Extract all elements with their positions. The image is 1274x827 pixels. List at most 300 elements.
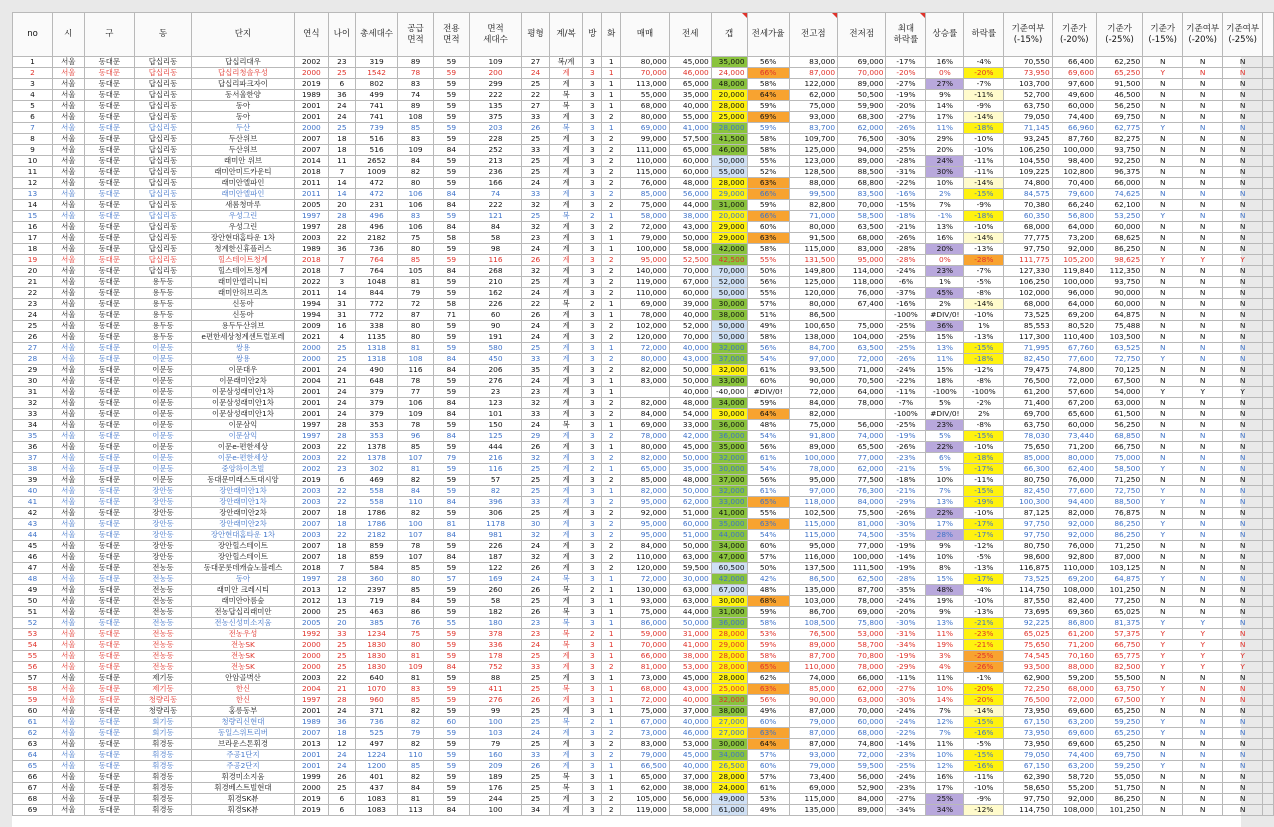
table-cell[interactable]: 68,000 [838,728,886,739]
table-cell[interactable]: 동대문 [84,310,135,321]
table-cell[interactable]: 3 [583,277,602,288]
table-cell[interactable]: 15 [13,211,53,222]
table-cell[interactable]: -22% [886,376,926,387]
table-cell[interactable]: 서울 [52,156,84,167]
table-cell[interactable]: N [1143,233,1183,244]
table-cell[interactable]: 2018 [295,255,329,266]
table-cell[interactable]: 서울 [52,530,84,541]
table-cell[interactable]: 444 [469,442,522,453]
table-cell[interactable]: 두산 [191,123,294,134]
table-cell[interactable]: 서울 [52,376,84,387]
table-cell[interactable]: 56,000 [669,794,711,805]
table-cell[interactable]: Y [1143,662,1183,673]
table-cell[interactable]: 3 [583,354,602,365]
table-cell[interactable]: Y [1143,761,1183,772]
table-cell[interactable]: 청량리동 [135,706,192,717]
table-cell[interactable]: 114,000 [838,266,886,277]
table-cell[interactable]: -19% [886,541,926,552]
table-cell[interactable]: Y [1143,695,1183,706]
table-cell[interactable]: N [1223,145,1263,156]
table-cell[interactable]: 89,000 [838,156,886,167]
table-cell[interactable]: 59,200 [1052,673,1096,684]
table-cell[interactable]: 이문동 [135,376,192,387]
table-cell[interactable]: 59% [747,200,789,211]
table-cell[interactable]: -14% [964,233,1004,244]
table-cell[interactable]: 62,000 [669,497,711,508]
table-cell[interactable]: 260 [469,585,522,596]
table-cell[interactable]: 741 [356,112,398,123]
table-cell[interactable]: 48,000 [669,398,711,409]
table-cell[interactable]: -100% [886,409,926,420]
table-cell[interactable]: 동대문 [84,387,135,398]
table-cell[interactable]: 108 [398,354,434,365]
table-cell[interactable]: N [1183,772,1223,783]
table-cell[interactable]: N [1223,288,1263,299]
table-cell[interactable]: 장안힐스테이트 [191,541,294,552]
table-cell[interactable]: 62,100 [1096,200,1142,211]
column-header[interactable]: 갭 [711,13,747,57]
table-cell[interactable]: 138,000 [789,332,837,343]
table-cell[interactable]: 71,200 [1052,640,1096,651]
table-cell[interactable]: 계 [549,68,583,79]
table-cell[interactable]: -18% [886,475,926,486]
table-cell[interactable]: 중앙하이츠빌 [191,464,294,475]
table-cell[interactable]: 32,000 [711,453,747,464]
table-cell[interactable]: 43,000 [669,354,711,365]
table-cell[interactable]: 27 [522,101,549,112]
table-cell[interactable]: 385 [356,618,398,629]
table-cell[interactable]: N [1223,453,1263,464]
table-cell[interactable]: 54% [747,530,789,541]
table-cell[interactable]: 463 [356,607,398,618]
table-cell[interactable]: 25 [328,783,355,794]
table-cell[interactable]: N [1223,354,1263,365]
table-cell[interactable]: 3 [583,134,602,145]
table-cell[interactable]: 25 [13,321,53,332]
table-cell[interactable]: 동대문 [84,156,135,167]
table-cell[interactable]: 53,000 [669,662,711,673]
table-cell[interactable]: 104,550 [1004,156,1052,167]
table-cell[interactable]: 33 [522,409,549,420]
table-cell[interactable]: 23 [522,233,549,244]
table-cell[interactable]: 67,000 [669,277,711,288]
table-cell[interactable]: 휘경동 [135,750,192,761]
table-cell[interactable]: 29 [522,431,549,442]
table-cell[interactable]: -2% [964,398,1004,409]
column-header[interactable]: 총세대수 [356,13,398,57]
table-cell[interactable]: 용두동 [135,332,192,343]
table-cell[interactable]: 32,000 [711,695,747,706]
table-cell[interactable]: 1989 [295,717,329,728]
table-cell[interactable]: 48,000 [669,475,711,486]
table-cell[interactable]: 2 [602,563,621,574]
table-cell[interactable]: Y [1183,629,1223,640]
table-cell[interactable]: N [1143,288,1183,299]
column-header[interactable]: 하락률 [964,13,1004,57]
table-cell[interactable]: 69,600 [1052,706,1096,717]
table-cell[interactable]: 66,750 [1096,442,1142,453]
table-cell[interactable] [1263,299,1274,310]
table-cell[interactable]: 1 [602,640,621,651]
table-cell[interactable]: 469 [356,475,398,486]
table-cell[interactable] [1263,585,1274,596]
table-cell[interactable]: 24 [522,321,549,332]
table-cell[interactable]: 87,000 [1096,552,1142,563]
table-cell[interactable]: 74,000 [838,431,886,442]
table-cell[interactable]: 40,000 [669,717,711,728]
table-cell[interactable]: 59 [433,563,469,574]
table-cell[interactable]: 59% [747,607,789,618]
table-cell[interactable]: 77,250 [1096,596,1142,607]
table-cell[interactable]: 계 [549,156,583,167]
table-cell[interactable]: 답십리동 [135,145,192,156]
table-cell[interactable]: 32 [522,398,549,409]
table-cell[interactable]: 계 [549,387,583,398]
table-cell[interactable]: 3 [583,519,602,530]
table-cell[interactable]: 휘경동 [135,739,192,750]
table-cell[interactable]: 59 [433,607,469,618]
table-cell[interactable]: 35,000 [669,90,711,101]
table-cell[interactable]: Y [1183,640,1223,651]
table-cell[interactable]: 2011 [295,189,329,200]
table-cell[interactable]: 77,000 [838,453,886,464]
table-cell[interactable]: N [1183,585,1223,596]
table-cell[interactable]: 동대문미래스트대시앙 [191,475,294,486]
table-cell[interactable]: 76,875 [1096,508,1142,519]
table-cell[interactable]: 66% [747,211,789,222]
table-cell[interactable]: Y [1183,255,1223,266]
table-cell[interactable]: N [1183,563,1223,574]
table-cell[interactable]: 65,250 [1096,68,1142,79]
table-cell[interactable]: 서울 [52,134,84,145]
table-cell[interactable]: 69,200 [1052,574,1096,585]
table-cell[interactable]: 동대문 [84,640,135,651]
table-cell[interactable]: 23 [469,387,522,398]
table-cell[interactable]: -17% [964,519,1004,530]
table-cell[interactable] [1263,728,1274,739]
table-cell[interactable]: 40 [13,486,53,497]
table-cell[interactable]: 42 [13,508,53,519]
table-cell[interactable]: 302 [356,464,398,475]
table-cell[interactable]: 95,000 [838,255,886,266]
table-cell[interactable]: 84 [433,200,469,211]
table-cell[interactable]: 1 [602,618,621,629]
table-cell[interactable]: 휘경동 [135,805,192,816]
table-cell[interactable]: 28 [328,211,355,222]
table-cell[interactable]: 60,000 [1052,101,1096,112]
table-cell[interactable]: 계 [549,563,583,574]
table-cell[interactable]: -19% [886,431,926,442]
table-cell[interactable] [1263,442,1274,453]
table-cell[interactable]: 85 [398,255,434,266]
table-cell[interactable]: 72,000 [1052,376,1096,387]
table-cell[interactable]: 66% [747,68,789,79]
table-cell[interactable]: N [1223,475,1263,486]
table-cell[interactable]: 70,000 [838,200,886,211]
table-cell[interactable]: 60,350 [1004,211,1052,222]
table-cell[interactable] [1263,90,1274,101]
column-header[interactable]: 기준가 (-25%) [1096,13,1142,57]
table-cell[interactable]: 동대문 [84,233,135,244]
table-cell[interactable]: 58,000 [669,805,711,816]
table-cell[interactable]: 서울 [52,574,84,585]
table-cell[interactable]: 92,250 [1096,156,1142,167]
table-cell[interactable]: 55% [747,288,789,299]
table-cell[interactable]: 동대문 [84,585,135,596]
table-cell[interactable]: N [1223,222,1263,233]
table-cell[interactable] [1263,167,1274,178]
table-cell[interactable]: 동대문 [84,563,135,574]
table-cell[interactable]: 서울 [52,519,84,530]
table-cell[interactable]: 37,000 [669,772,711,783]
table-cell[interactable]: 18 [328,552,355,563]
table-cell[interactable]: 동대문 [84,728,135,739]
table-cell[interactable]: 서울 [52,607,84,618]
table-cell[interactable]: 59 [433,508,469,519]
table-cell[interactable]: 31 [328,299,355,310]
table-cell[interactable]: 648 [356,376,398,387]
table-cell[interactable]: 69,000 [621,420,669,431]
table-cell[interactable]: 58% [747,618,789,629]
table-cell[interactable]: N [1223,101,1263,112]
table-cell[interactable]: 187 [469,552,522,563]
table-cell[interactable]: 178 [469,651,522,662]
table-cell[interactable]: 319 [356,57,398,68]
table-cell[interactable]: 서울 [52,211,84,222]
table-cell[interactable]: 25 [522,79,549,90]
table-cell[interactable]: 72,000 [621,343,669,354]
table-cell[interactable]: 2000 [295,662,329,673]
table-cell[interactable]: 71,200 [1052,442,1096,453]
table-cell[interactable]: 동대문 [84,695,135,706]
table-cell[interactable]: 49,600 [1052,90,1096,101]
table-cell[interactable]: 13% [926,222,964,233]
table-cell[interactable]: -12% [964,805,1004,816]
table-cell[interactable]: 3 [583,530,602,541]
table-cell[interactable]: 서울 [52,288,84,299]
table-cell[interactable]: 71,250 [1096,475,1142,486]
table-cell[interactable]: 55,200 [1052,783,1096,794]
table-cell[interactable]: -19% [886,651,926,662]
table-cell[interactable]: 98,600 [1004,552,1052,563]
table-cell[interactable]: 81 [433,519,469,530]
table-cell[interactable] [1263,431,1274,442]
table-cell[interactable]: 27,000 [711,717,747,728]
table-cell[interactable]: 10% [926,750,964,761]
table-cell[interactable]: N [1143,266,1183,277]
table-cell[interactable]: 58,000 [621,211,669,222]
table-cell[interactable]: 57 [469,475,522,486]
table-cell[interactable]: 3 [583,288,602,299]
table-cell[interactable]: 서울 [52,695,84,706]
table-cell[interactable]: 18 [328,541,355,552]
table-cell[interactable]: -11% [964,167,1004,178]
table-cell[interactable]: 59 [433,750,469,761]
table-cell[interactable]: 68,000 [621,101,669,112]
table-cell[interactable]: 98,400 [1052,156,1096,167]
table-cell[interactable]: 답십리동 [135,178,192,189]
table-cell[interactable]: 191 [469,332,522,343]
table-cell[interactable]: 동대문 [84,200,135,211]
table-cell[interactable]: 65% [747,497,789,508]
table-cell[interactable]: N [1223,618,1263,629]
table-cell[interactable]: 25 [522,783,549,794]
table-cell[interactable]: 5 [13,101,53,112]
table-cell[interactable]: -11% [886,387,926,398]
table-cell[interactable]: 동대문 [84,464,135,475]
table-cell[interactable]: -37% [886,288,926,299]
table-cell[interactable]: 용두동 [135,299,192,310]
table-cell[interactable]: 72 [398,299,434,310]
table-cell[interactable]: 계 [549,255,583,266]
table-cell[interactable] [1263,486,1274,497]
table-cell[interactable]: 동대문 [84,530,135,541]
table-cell[interactable]: 계 [549,552,583,563]
table-cell[interactable]: 회기동 [135,728,192,739]
table-cell[interactable]: 50,000 [711,288,747,299]
table-cell[interactable]: 63,000 [1096,398,1142,409]
table-cell[interactable]: Y [1143,519,1183,530]
table-cell[interactable]: -28% [964,255,1004,266]
table-cell[interactable]: N [1143,475,1183,486]
table-cell[interactable]: 7 [328,255,355,266]
table-cell[interactable]: 동대문 [84,574,135,585]
table-cell[interactable]: N [1183,189,1223,200]
table-cell[interactable]: 78,000 [789,464,837,475]
table-cell[interactable]: 736 [356,244,398,255]
table-cell[interactable]: 76,500 [1004,695,1052,706]
table-cell[interactable]: 74 [469,189,522,200]
column-header[interactable]: 전고점 [789,13,837,57]
table-cell[interactable]: 40,000 [669,761,711,772]
table-cell[interactable]: 계 [549,409,583,420]
table-cell[interactable]: 39,000 [669,299,711,310]
table-cell[interactable]: 22 [328,442,355,453]
table-cell[interactable] [1263,706,1274,717]
table-cell[interactable]: 장안동 [135,552,192,563]
table-cell[interactable]: 102,000 [621,321,669,332]
table-cell[interactable]: 66,000 [621,651,669,662]
table-cell[interactable]: 서울 [52,68,84,79]
table-cell[interactable] [1263,695,1274,706]
table-cell[interactable]: N [1223,420,1263,431]
table-cell[interactable]: 12 [13,178,53,189]
table-cell[interactable]: 80 [398,321,434,332]
table-cell[interactable]: -10% [964,310,1004,321]
table-cell[interactable]: 33 [522,145,549,156]
table-cell[interactable]: 1 [602,90,621,101]
table-cell[interactable]: 64% [747,90,789,101]
table-cell[interactable]: 복 [549,123,583,134]
table-cell[interactable]: 장안힐스테이트 [191,552,294,563]
table-cell[interactable]: 23 [522,387,549,398]
table-cell[interactable]: 62,250 [1096,57,1142,68]
table-cell[interactable]: 33 [522,354,549,365]
table-cell[interactable]: 100,000 [1052,277,1096,288]
table-cell[interactable]: 85,000 [621,475,669,486]
table-cell[interactable]: 61,200 [1004,387,1052,398]
table-cell[interactable] [838,310,886,321]
table-cell[interactable]: 답십리동 [135,266,192,277]
table-cell[interactable]: 84,000 [838,794,886,805]
table-cell[interactable]: 전농동 [135,618,192,629]
table-cell[interactable]: N [1143,101,1183,112]
table-cell[interactable]: -15% [964,750,1004,761]
table-cell[interactable]: Y [1183,387,1223,398]
table-cell[interactable]: 75,500 [838,508,886,519]
table-cell[interactable]: N [1143,145,1183,156]
table-cell[interactable]: 55,050 [1096,772,1142,783]
table-cell[interactable]: 70,380 [1004,200,1052,211]
table-cell[interactable]: 116,875 [1004,563,1052,574]
table-cell[interactable]: 8% [926,563,964,574]
table-cell[interactable]: 동대문 [84,365,135,376]
table-cell[interactable]: -27% [886,112,926,123]
column-header[interactable]: 전용 면적 [433,13,469,57]
table-cell[interactable]: 77,775 [1004,233,1052,244]
table-cell[interactable] [1263,519,1274,530]
table-cell[interactable]: N [1143,673,1183,684]
table-cell[interactable]: 109 [398,409,434,420]
table-cell[interactable]: N [1183,321,1223,332]
table-cell[interactable]: N [1183,156,1223,167]
table-cell[interactable]: 525 [356,728,398,739]
table-cell[interactable]: 98 [469,244,522,255]
table-cell[interactable]: 24 [522,178,549,189]
table-cell[interactable]: 2 [602,805,621,816]
table-cell[interactable]: 42,000 [711,574,747,585]
table-cell[interactable]: -20% [964,68,1004,79]
table-cell[interactable]: 79 [398,288,434,299]
table-cell[interactable]: 복 [549,618,583,629]
table-cell[interactable]: 79,050 [1004,112,1052,123]
table-cell[interactable]: 11 [328,156,355,167]
table-cell[interactable]: Y [1143,123,1183,134]
table-cell[interactable]: 17 [13,233,53,244]
table-cell[interactable]: 93,500 [789,365,837,376]
table-cell[interactable]: 112,350 [1096,266,1142,277]
table-cell[interactable]: #DIV/0! [926,310,964,321]
table-cell[interactable]: 60% [747,541,789,552]
table-cell[interactable]: 107 [398,552,434,563]
table-cell[interactable]: 서울 [52,783,84,794]
table-cell[interactable]: 55 [433,618,469,629]
table-cell[interactable]: 71,000 [838,365,886,376]
table-cell[interactable]: 88,500 [838,167,886,178]
table-cell[interactable]: 46,000 [711,145,747,156]
table-cell[interactable]: 3 [583,508,602,519]
table-cell[interactable]: 23% [926,266,964,277]
table-cell[interactable]: -20% [886,101,926,112]
table-cell[interactable]: 주공2단지 [191,761,294,772]
table-cell[interactable]: 2% [926,299,964,310]
table-cell[interactable]: 2001 [295,761,329,772]
table-cell[interactable] [1263,508,1274,519]
table-cell[interactable]: 59 [433,783,469,794]
table-cell[interactable]: -10% [964,596,1004,607]
table-cell[interactable]: 52% [747,167,789,178]
table-cell[interactable]: 49% [747,321,789,332]
table-cell[interactable]: 338 [356,321,398,332]
table-cell[interactable]: 계 [549,651,583,662]
table-cell[interactable]: 79,475 [1004,365,1052,376]
table-cell[interactable]: -23% [886,453,926,464]
table-cell[interactable]: 62,500 [838,574,886,585]
table-cell[interactable] [1263,596,1274,607]
table-cell[interactable]: 14% [926,101,964,112]
table-cell[interactable]: 94,000 [838,145,886,156]
table-cell[interactable]: 59 [433,288,469,299]
